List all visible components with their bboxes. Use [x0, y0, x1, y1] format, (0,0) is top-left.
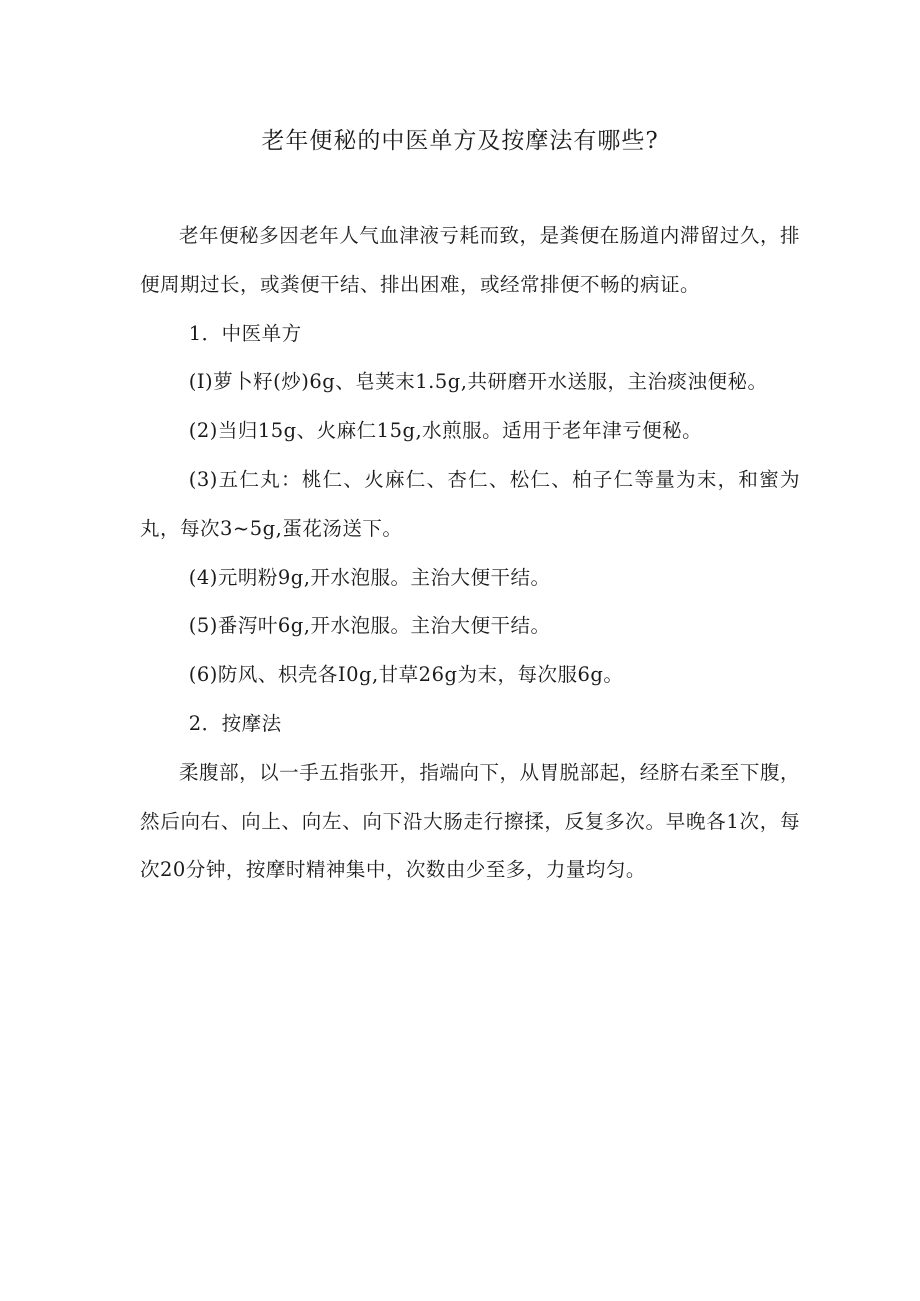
- massage-paragraph: 柔腹部，以一手五指张开，指端向下，从胃脱部起，经脐右柔至下腹，然后向右、向上、向左、向下沿大肠走行擦揉，反复多次。早晚各1次，每次20分钟，按摩时精神集中，次数由少至多，力量均匀。: [140, 760, 800, 882]
- section-heading-remedies: 1．中医单方: [188, 321, 302, 345]
- section-heading-massage: 2．按摩法: [188, 711, 282, 735]
- remedy-item-5: (5)番泻叶6g,开水泡服。主治大便干结。: [188, 614, 551, 638]
- remedy-item-1: (I)萝卜籽(炒)6g、皂荚末1.5g,共研磨开水送服，主治痰浊便秘。: [188, 370, 768, 394]
- remedy-item-6: (6)防风、枳壳各I0g,甘草26g为末，每次服6g。: [188, 663, 624, 687]
- remedy-item-4: (4)元明粉9g,开水泡服。主治大便干结。: [188, 565, 551, 589]
- remedy-item-2: (2)当归15g、火麻仁15g,水煎服。适用于老年津亏便秘。: [188, 419, 703, 443]
- intro-paragraph: 老年便秘多因老年人气血津液亏耗而致，是粪便在肠道内滞留过久，排便周期过长，或粪便干结、排出困难，或经常排便不畅的病证。: [140, 224, 800, 296]
- document-body: [140, 212, 800, 895]
- document-title: 老年便秘的中医单方及按摩法有哪些?: [261, 128, 659, 154]
- remedy-item-3: (3)五仁丸：桃仁、火麻仁、杏仁、松仁、柏子仁等量为末，和蜜为丸，每次3~5g,蛋花汤送下。: [140, 467, 800, 540]
